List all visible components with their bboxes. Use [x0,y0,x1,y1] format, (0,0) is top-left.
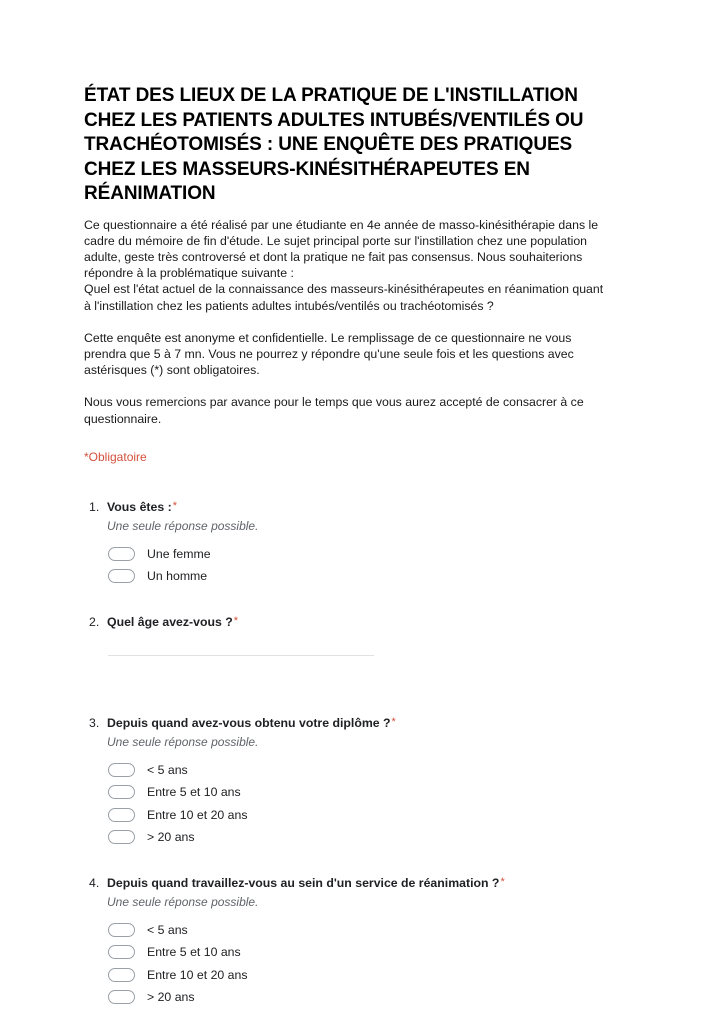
option-label: > 20 ans [147,990,195,1005]
radio-button-icon[interactable] [108,945,135,959]
required-asterisk: * [172,499,177,512]
required-asterisk: * [391,715,396,728]
question-number: 2. [89,614,100,629]
question-number: 3. [89,715,100,730]
question-hint: Une seule réponse possible. [107,734,259,749]
radio-button-icon[interactable] [108,569,135,583]
question-title [107,875,616,891]
question-title [107,499,616,515]
paragraph-spacer [84,314,612,330]
radio-button-icon[interactable] [108,785,135,799]
option-label: Entre 5 et 10 ans [147,785,241,800]
question-title [107,614,616,630]
question-title [107,715,616,731]
form-content [84,84,616,1035]
option-row[interactable] [107,964,616,987]
option-row[interactable] [107,543,616,566]
option-label: > 20 ans [147,830,195,845]
description-paragraph-3: Cette enquête est anonyme et confidentielle. Le remplissage de ce questionnaire ne vous prendra que 5 à 7 mn. Vous ne pourrez y répondre qu'une seule fois et les questions avec astérisques (*) sont obligatoires. [84,330,574,378]
option-label: < 5 ans [147,762,188,777]
description-paragraph-2: Quel est l'état actuel de la connaissance des masseurs-kinésithérapeutes en réanimation quant à l'instillation chez les patients adultes intubés/ventilés ou trachéotomisés ? [84,282,604,313]
option-row[interactable] [107,919,616,942]
question-number: 1. [89,499,100,514]
radio-button-icon[interactable] [108,923,135,937]
option-label: Entre 10 et 20 ans [147,807,248,822]
radio-button-icon[interactable] [108,830,135,844]
description-paragraph-4: Nous vous remercions par avance pour le temps que vous aurez accepté de consacrer à ce questionnaire. [84,395,584,426]
option-row[interactable] [107,826,616,849]
option-label: Entre 10 et 20 ans [147,967,248,982]
question-hint: Une seule réponse possible. [107,518,259,533]
question-title-text: Quel âge avez-vous ? [107,614,233,629]
question-item-2 [84,614,616,689]
question-title-text: Vous êtes : [107,499,172,514]
option-row[interactable] [107,804,616,827]
radio-button-icon[interactable] [108,968,135,982]
question-title-text: Depuis quand avez-vous obtenu votre diplôme ? [107,715,391,730]
option-group [107,759,616,849]
paragraph-spacer [84,378,612,394]
option-label: Un homme [147,569,208,584]
radio-button-icon[interactable] [108,763,135,777]
question-item-3 [84,715,616,849]
option-label: < 5 ans [147,922,188,937]
short-answer-underline[interactable] [108,655,374,656]
page-title: ÉTAT DES LIEUX DE LA PRATIQUE DE L'INSTILLATION CHEZ LES PATIENTS ADULTES INTUBÉS/VENTILÉS OU TRACHÉOTOMISÉS : UNE ENQUÊTE DES PRATIQUES CHEZ LES MASSEURS-KINÉSITHÉRAPEUTES EN RÉANIMATION [84,85,584,204]
option-row[interactable] [107,941,616,964]
option-row[interactable] [107,781,616,804]
form-description [84,217,612,427]
question-item-1 [84,499,616,588]
option-label: Entre 5 et 10 ans [147,945,241,960]
required-asterisk: * [500,875,505,888]
question-item-4 [84,875,616,1009]
radio-button-icon[interactable] [108,990,135,1004]
option-label: Une femme [147,546,211,561]
option-group [107,543,616,588]
short-answer-field[interactable] [107,655,616,689]
question-hint: Une seule réponse possible. [107,894,259,909]
required-asterisk: * [233,614,239,627]
question-number: 4. [89,875,100,890]
option-group [107,919,616,1009]
question-title-text: Depuis quand travaillez-vous au sein d'un service de réanimation ? [107,875,500,890]
questions-list [84,499,616,1009]
option-row[interactable] [107,565,616,588]
description-paragraph-1: Ce questionnaire a été réalisé par une étudiante en 4e année de masso-kinésithérapie dans le cadre du mémoire de fin d'étude. Le sujet principal porte sur l'instillation chez une population adulte, geste très controversé et dont la pratique ne fait pas consensus. Nous souhaiterions répondre à la problématique suivante : [84,217,599,281]
radio-button-icon[interactable] [108,808,135,822]
radio-button-icon[interactable] [108,547,135,561]
required-fields-note: *Obligatoire [84,449,147,464]
option-row[interactable] [107,986,616,1009]
option-row[interactable] [107,759,616,782]
